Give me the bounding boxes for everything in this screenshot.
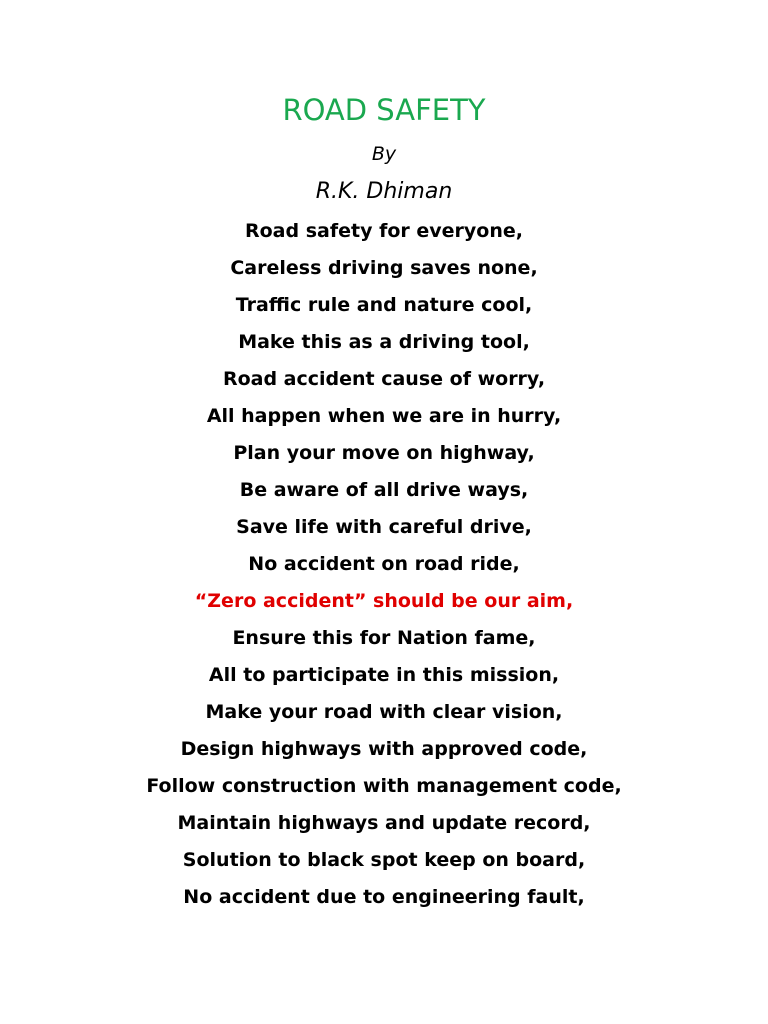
poem-line: All happen when we are in hurry, bbox=[206, 405, 562, 427]
poem-line: Follow construction with management code, bbox=[146, 775, 622, 797]
poem-line-highlight: “Zero accident” should be our aim, bbox=[194, 590, 574, 612]
poem-line: Road safety for everyone, bbox=[245, 220, 523, 242]
poem-line: Traffic rule and nature cool, bbox=[235, 294, 533, 316]
poem-body bbox=[0, 214, 768, 917]
poem-line: Solution to black spot keep on board, bbox=[182, 849, 586, 871]
author-name: R.K. Dhiman bbox=[315, 179, 453, 204]
poem-line: No accident on road ride, bbox=[248, 553, 520, 575]
poem-line: Design highways with approved code, bbox=[180, 738, 588, 760]
poem-line: Save life with careful drive, bbox=[236, 516, 532, 538]
poem-line: Careless driving saves none, bbox=[230, 257, 538, 279]
poem-line: Plan your move on highway, bbox=[233, 442, 535, 464]
poem-line: Make your road with clear vision, bbox=[205, 701, 563, 723]
poem-line: Road accident cause of worry, bbox=[222, 368, 546, 390]
poem-line: No accident due to engineering fault, bbox=[183, 886, 585, 908]
poem-line: Maintain highways and update record, bbox=[177, 812, 591, 834]
poem-line: Be aware of all drive ways, bbox=[239, 479, 529, 501]
poem-line: Ensure this for Nation fame, bbox=[232, 627, 536, 649]
by-label: By bbox=[371, 143, 397, 165]
poem-line: Make this as a driving tool, bbox=[238, 331, 530, 353]
poem-title: ROAD SAFETY bbox=[282, 93, 486, 127]
poem-line: All to participate in this mission, bbox=[208, 664, 560, 686]
